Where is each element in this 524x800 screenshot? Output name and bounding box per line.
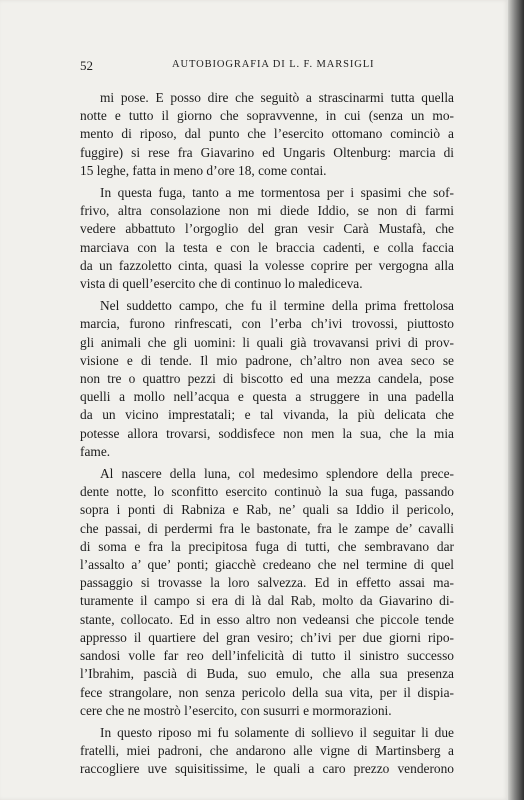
text-line: appresso il quartiere del gran vesiro; ch’ivi per due giorni ripo- xyxy=(80,629,454,645)
running-title: AUTOBIOGRAFIA DI L. F. MARSIGLI xyxy=(172,59,375,70)
paragraph xyxy=(80,184,454,293)
page-header xyxy=(80,58,450,74)
paragraph xyxy=(80,89,454,180)
text-line: dente notte, lo sconfitto esercito continuò la sua fuga, passando xyxy=(80,484,454,500)
text-line: frivo, altra consolazione non mi diede Iddio, se non di farmi xyxy=(80,203,454,219)
text-line: passaggio si trovasse la loro salvezza. Ed in effetto assai ma- xyxy=(80,575,454,591)
text-line: sandosi volle far reo dell’infelicità di tutto il sinistro successo xyxy=(80,648,454,664)
text-line: In questo riposo mi fu solamente di sollievo il seguitar li due xyxy=(100,724,454,740)
text-line: fratelli, miei padroni, che andarono alle vigne di Martinsberg a xyxy=(80,743,454,759)
text-line: 15 leghe, fatta in meno d’ore 18, come contai. xyxy=(80,162,327,178)
text-line: gli animali che gli uomini: li quali già trovavansi privi di prov- xyxy=(80,334,454,350)
paragraph xyxy=(80,297,454,461)
text-line: fuggire) si rese fra Giavarino ed Ungaris Oltenburg: marcia di xyxy=(80,144,454,160)
text-line: Nel suddetto campo, che fu il termine della prima frettolosa xyxy=(100,298,454,314)
text-line: che passai, di perdermi fra le bastonate, fra le zampe de’ cavalli xyxy=(80,520,454,536)
text-line: da un fazzoletto cinta, quasi la volesse coprire per vergogna alla xyxy=(80,257,454,273)
text-line: notte e tutto il giorno che sopravvenne, in cui (senza un mo- xyxy=(80,108,454,124)
paragraph xyxy=(80,724,454,779)
text-line: Al nascere della luna, col medesimo splendore della prece- xyxy=(100,466,454,482)
text-line: sopra i ponti di Rabniza e Rab, ne’ quali sa Iddio il pericolo, xyxy=(80,502,454,518)
text-line: stante, collocato. Ed in esso altro non vedeansi che piccole tende xyxy=(80,611,454,627)
text-line: fece strangolare, non senza pericolo della sua vita, per il dispia- xyxy=(80,684,454,700)
text-line: cere che ne mostrò l’esercito, con susurri e mormorazioni. xyxy=(80,702,392,718)
text-line: visione e di tende. Il mio padrone, ch’altro non avea seco se xyxy=(80,352,454,368)
body-text xyxy=(80,89,454,779)
text-line: l’Ibrahim, pascià di Buda, suo emulo, che alla sua presenza xyxy=(80,666,454,682)
page-number: 52 xyxy=(80,58,93,73)
page-edge-shadow xyxy=(508,0,524,800)
text-line: l’assalto a’ que’ ponti; giacchè credeano che nel termine di quel xyxy=(80,557,454,573)
text-line: quelli a mollo nell’acqua e questa a struggere in una padella xyxy=(80,389,454,405)
text-line: di soma e fra la precipitosa fuga di tutti, che sembravano dar xyxy=(80,538,454,554)
text-line: potesse allora trovarsi, soddisfece non men la sua, che la mia xyxy=(80,425,454,441)
text-line: vista di quell’esercito che di continuo lo malediceva. xyxy=(80,276,363,292)
text-line: mento di riposo, dal punto che l’esercito ottomano cominciò a xyxy=(80,126,454,142)
text-line: raccogliere uve squisitissime, le quali a caro prezzo venderono xyxy=(80,761,454,777)
text-line: fame. xyxy=(80,443,111,459)
text-line: mi pose. E posso dire che seguitò a strascinarmi tutta quella xyxy=(100,90,454,105)
text-line: marcia, furono rinfrescati, con l’erba ch’ivi trovossi, piuttosto xyxy=(80,316,454,332)
text-line: turamente il campo si era di là dal Rab, molto da Giavarino di- xyxy=(80,593,454,609)
text-line: da un vicino imprestatali; e tal vivanda, la più delicata che xyxy=(80,407,454,423)
text-line: non tre o quattro pezzi di biscotto ed una mezza candela, pose xyxy=(80,371,454,387)
text-line: vedere abbattuto l’orgoglio del gran vesir Carà Mustafà, che xyxy=(80,221,454,237)
text-line: marciava con la testa e con le braccia cadenti, e colla faccia xyxy=(80,239,454,255)
paragraph xyxy=(80,465,454,720)
text-line: In questa fuga, tanto a me tormentosa per i spasimi che sof- xyxy=(100,185,454,201)
